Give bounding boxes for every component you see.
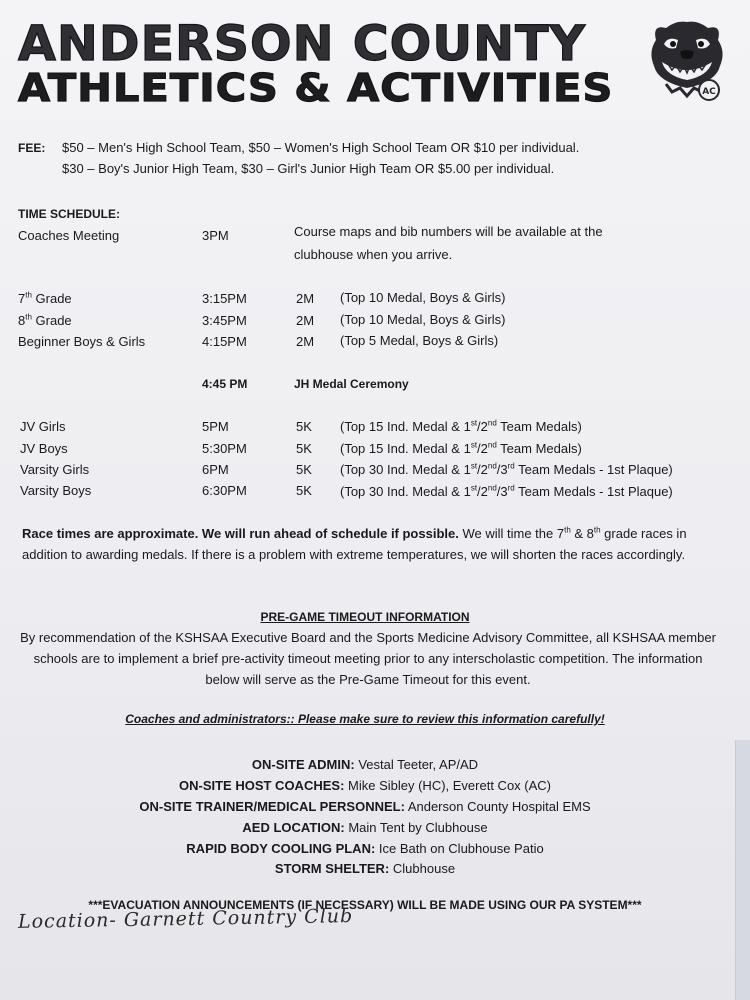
race-event: 7th Grade bbox=[18, 290, 72, 306]
handwritten-location: Location- Garnett Country Club bbox=[17, 905, 354, 933]
coaches-meeting-note-2: clubhouse when you arrive. bbox=[294, 247, 453, 262]
race-time: 3:15PM bbox=[202, 291, 247, 306]
race-notes: Race times are approximate. We will run ahead of schedule if possible. We will time the 7th & 8th grade races in addition to awarding medals. If there is a problem with extreme temperatures, we will shorten the races accordingly. bbox=[22, 525, 687, 562]
race-award: (Top 30 Ind. Medal & 1st/2nd/3rd Team Medals - 1st Plaque) bbox=[340, 483, 673, 499]
race-time: 5:30PM bbox=[202, 441, 247, 456]
race-event: Varsity Boys bbox=[20, 483, 92, 498]
fee-line-1: $50 – Men's High School Team, $50 – Women's High School Team OR $10 per individual. bbox=[62, 140, 580, 155]
schedule-heading: TIME SCHEDULE: bbox=[18, 207, 120, 221]
race-distance: 5K bbox=[296, 441, 312, 456]
fee-line-2: $30 – Boy's Junior High Team, $30 – Girl's Junior High Team OR $5.00 per individual. bbox=[62, 161, 555, 176]
race-event: JV Boys bbox=[20, 441, 68, 456]
race-time: 6PM bbox=[202, 462, 229, 477]
ceremony-time: 4:45 PM bbox=[202, 377, 248, 391]
info-line: RAPID BODY COOLING PLAN: Ice Bath on Clubhouse Patio bbox=[186, 841, 544, 856]
race-time: 4:15PM bbox=[202, 334, 247, 349]
race-award: (Top 10 Medal, Boys & Girls) bbox=[340, 312, 506, 327]
race-distance: 5K bbox=[296, 483, 312, 498]
race-distance: 5K bbox=[296, 462, 312, 477]
race-event: 8th Grade bbox=[18, 312, 72, 328]
evacuation-notice: ***EVACUATION ANNOUNCEMENTS (IF NECESSARY) WILL BE MADE USING OUR PA SYSTEM*** bbox=[88, 898, 642, 912]
timeout-heading: PRE-GAME TIMEOUT INFORMATION bbox=[260, 610, 470, 624]
coaches-meeting-time: 3PM bbox=[202, 228, 229, 243]
race-award: (Top 5 Medal, Boys & Girls) bbox=[340, 333, 499, 348]
race-award: (Top 10 Medal, Boys & Girls) bbox=[340, 290, 506, 305]
race-event: Varsity Girls bbox=[20, 462, 90, 477]
race-award: (Top 15 Ind. Medal & 1st/2nd Team Medals) bbox=[340, 418, 582, 434]
ceremony-label: JH Medal Ceremony bbox=[294, 377, 409, 391]
timeout-paragraph: By recommendation of the KSHSAA Executive Board and the Sports Medicine Advisory Committee, all KSHSAA member schools are to implement a brief pre-activity timeout meeting prior to any interscholastic competition. The information below will serve as the Pre-Game Timeout for this event. bbox=[20, 630, 716, 687]
race-time: 3:45PM bbox=[202, 313, 247, 328]
race-event: JV Girls bbox=[20, 419, 66, 434]
fee-label: FEE: bbox=[18, 141, 46, 155]
race-time: 5PM bbox=[202, 419, 229, 434]
info-line: ON-SITE HOST COACHES: Mike Sibley (HC), Everett Cox (AC) bbox=[179, 778, 551, 793]
info-line: AED LOCATION: Main Tent by Clubhouse bbox=[242, 820, 488, 835]
info-line: ON-SITE ADMIN: Vestal Teeter, AP/AD bbox=[251, 757, 479, 772]
title-line-1: ANDERSON COUNTY bbox=[18, 16, 586, 72]
race-award: (Top 30 Ind. Medal & 1st/2nd/3rd Team Medals - 1st Plaque) bbox=[340, 461, 673, 477]
logo-initials: AC bbox=[702, 87, 716, 97]
coaches-meeting-label: Coaches Meeting bbox=[18, 228, 120, 243]
info-line: ON-SITE TRAINER/MEDICAL PERSONNEL: Anderson County Hospital EMS bbox=[139, 799, 591, 814]
race-event: Beginner Boys & Girls bbox=[18, 334, 146, 349]
race-distance: 2M bbox=[296, 291, 315, 306]
title-line-2: ATHLETICS & ACTIVITIES bbox=[18, 66, 614, 110]
coaches-meeting-note-1: Course maps and bib numbers will be available at the bbox=[294, 224, 603, 239]
race-award: (Top 15 Ind. Medal & 1st/2nd Team Medals) bbox=[340, 440, 582, 456]
race-time: 6:30PM bbox=[202, 483, 247, 498]
review-notice: Coaches and administrators:: Please make sure to review this information carefully! bbox=[125, 712, 605, 726]
race-distance: 5K bbox=[296, 419, 312, 434]
info-line: STORM SHELTER: Clubhouse bbox=[274, 861, 456, 876]
race-distance: 2M bbox=[296, 313, 315, 328]
background-edge bbox=[735, 740, 750, 1000]
bulldog-logo-icon bbox=[646, 18, 728, 106]
race-distance: 2M bbox=[296, 334, 315, 349]
